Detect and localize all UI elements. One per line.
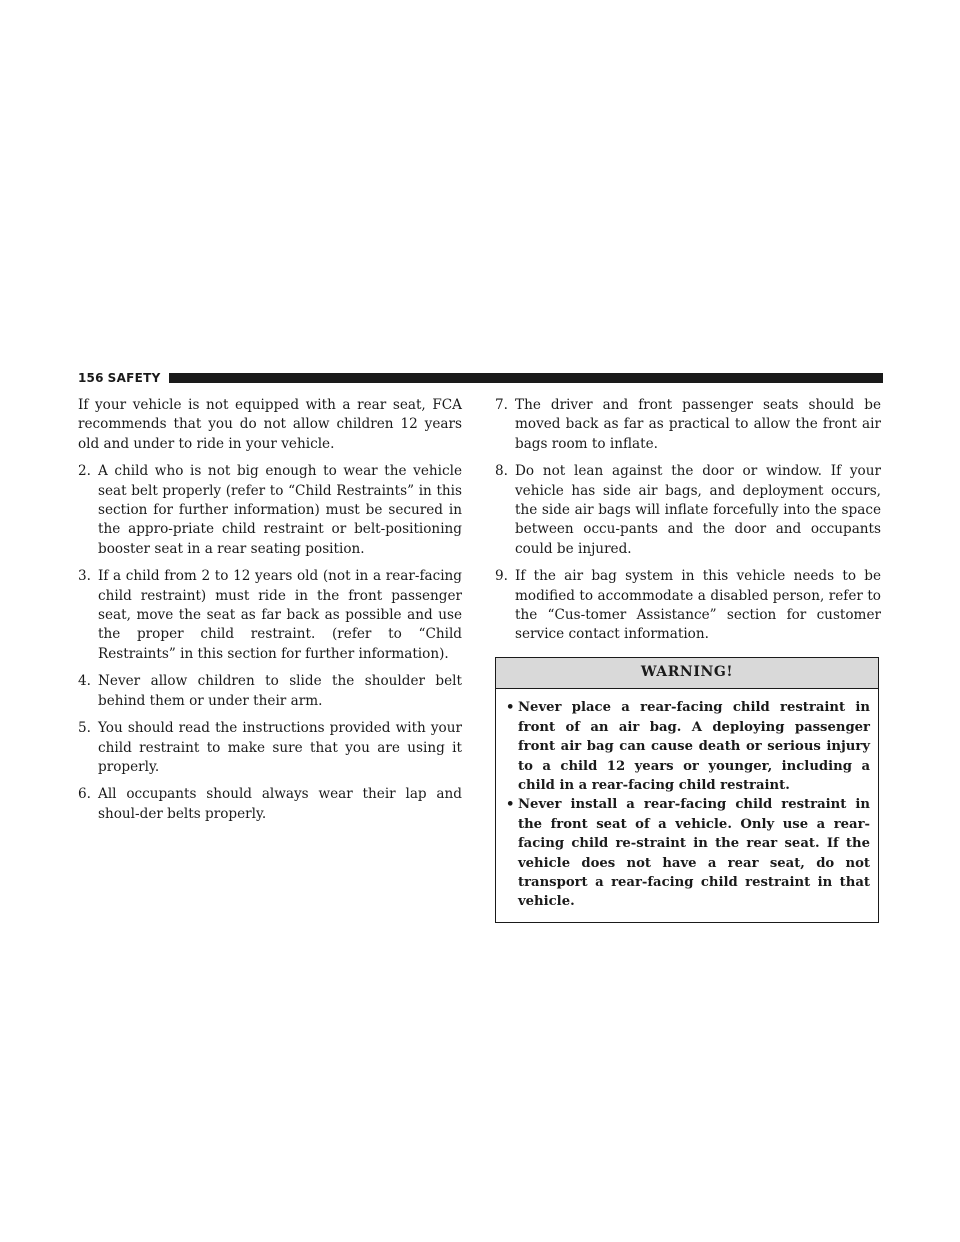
list-item	[78, 672, 462, 711]
item-text: The driver and front passenger seats should be moved back as far as practical to allow the front air bags room to inflate.	[515, 397, 881, 452]
page-header	[78, 370, 883, 386]
warning-bullet-text: Never place a rear-facing child restraint in front of an air bag. A deploying passenger front air bag can cause death or serious injury to a child 12 years or younger, including a child in a rear-facing child restraint.	[518, 700, 870, 793]
bullet-icon: •	[506, 797, 515, 813]
warning-bullet	[506, 795, 870, 911]
item-text: All occupants should always wear their lap and shoul-der belts properly.	[98, 786, 462, 822]
right-column	[495, 396, 881, 923]
item-number: 4.	[78, 673, 91, 690]
warning-title: WARNING!	[496, 658, 878, 689]
warning-body	[496, 689, 878, 921]
section-title: SAFETY	[107, 371, 161, 385]
item-number: 6.	[78, 786, 91, 803]
item-text: If the air bag system in this vehicle needs to be modified to accommodate a disabled person, refer to the “Cus-tomer Assistance” section for customer service contact information.	[515, 568, 881, 643]
list-item	[78, 567, 462, 664]
list-item	[78, 462, 462, 559]
item-text: You should read the instructions provided with your child restraint to make sure that you are using it properly.	[98, 720, 462, 775]
item-text: Do not lean against the door or window. If your vehicle has side air bags, and deployment occurs, the side air bags will inflate forcefully into the space between occu-pants and the door and occupants could be injured.	[515, 463, 881, 557]
item-number: 9.	[495, 568, 508, 585]
intro-paragraph: If your vehicle is not equipped with a rear seat, FCA recommends that you do not allow children 12 years old and under to ride in your vehicle.	[78, 397, 462, 452]
item-number: 3.	[78, 568, 91, 585]
left-column	[78, 396, 462, 832]
list-item	[78, 719, 462, 777]
item-number: 2.	[78, 463, 91, 480]
list-item	[495, 462, 881, 559]
warning-bullet	[506, 698, 870, 795]
item-number: 5.	[78, 720, 91, 737]
warning-bullet-text: Never install a rear-facing child restraint in the front seat of a vehicle. Only use a rear-facing child re-straint in the rear seat. If the vehicle does not have a rear seat, do not transport a rear-facing child restraint in that vehicle.	[518, 797, 870, 910]
item-text: A child who is not big enough to wear the vehicle seat belt properly (refer to “Child Restraints” in this section for further information) must be secured in the appro-priate child restraint or belt-positioning booster seat in a rear seating position.	[98, 463, 462, 557]
bullet-icon: •	[506, 700, 515, 716]
list-item	[495, 567, 881, 645]
item-number: 8.	[495, 463, 508, 480]
item-text: If a child from 2 to 12 years old (not in a rear-facing child restraint) must ride in the front passenger seat, move the seat as far back as possible and use the proper child restraint. (refer to “Child Restraints” in this section for further information).	[98, 568, 462, 662]
item-number: 7.	[495, 397, 508, 413]
page-number: 156	[78, 371, 104, 385]
item-text: Never allow children to slide the shoulder belt behind them or under their arm.	[98, 673, 462, 709]
list-item	[78, 785, 462, 824]
list-item	[495, 396, 881, 454]
header-rule	[169, 373, 883, 383]
warning-box	[495, 657, 879, 923]
